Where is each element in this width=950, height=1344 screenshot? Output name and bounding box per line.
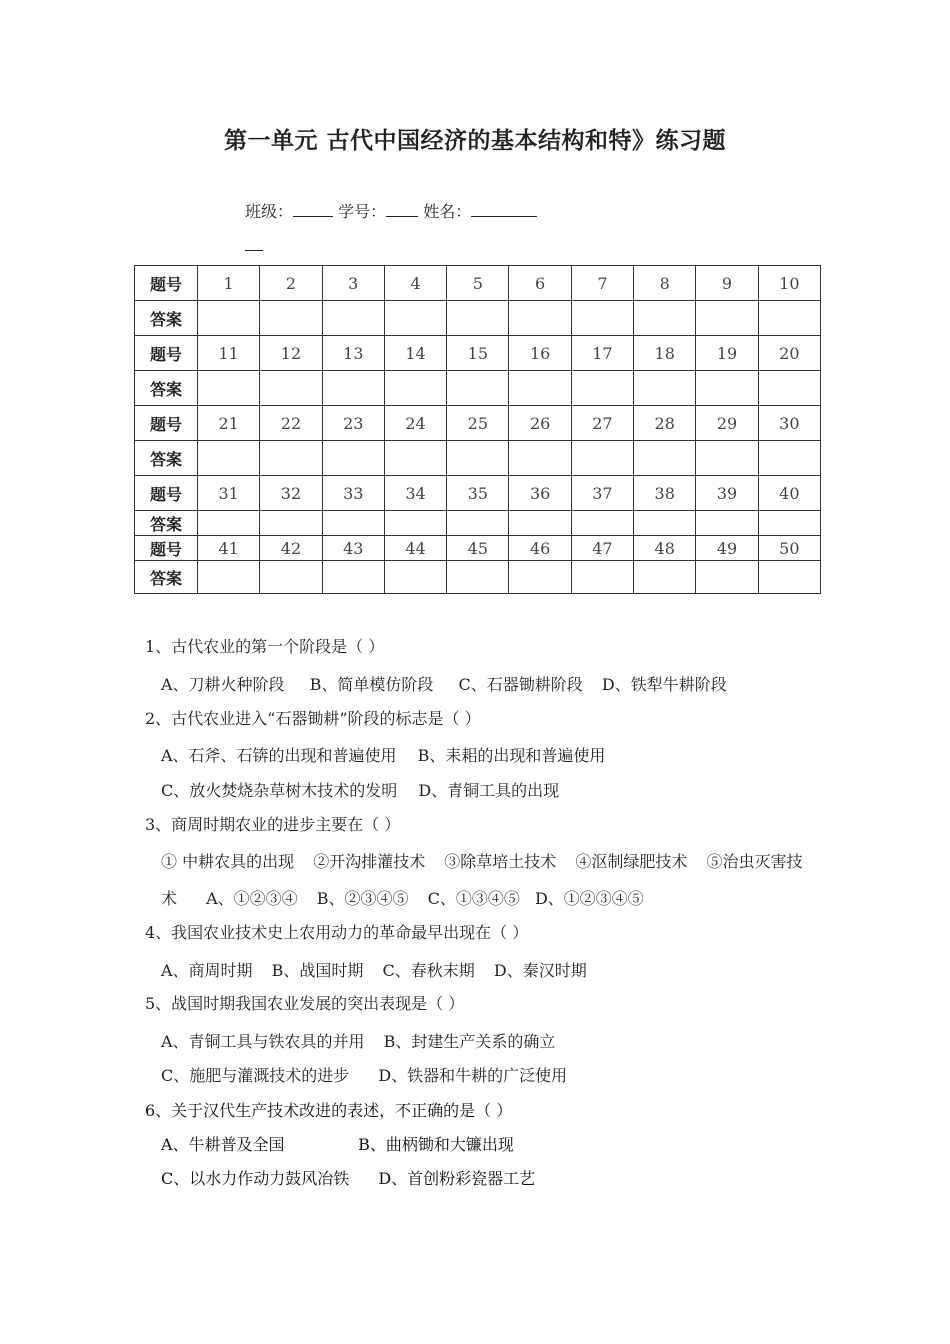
option-c: C、施肥与灌溉技术的进步 (161, 1066, 350, 1085)
question-number-cell: 44 (384, 536, 446, 561)
question-number-cell: 4 (384, 266, 446, 301)
option-d: D、首创粉彩瓷器工艺 (378, 1169, 536, 1188)
item-continued: 术 (161, 889, 178, 908)
page-title: 第一单元 古代中国经济的基本结构和特》练习题 (223, 127, 726, 154)
answer-cell[interactable] (509, 511, 571, 536)
answer-row (135, 511, 821, 536)
answer-cell[interactable] (260, 511, 322, 536)
question-number-cell: 8 (634, 266, 696, 301)
answer-cell[interactable] (322, 441, 384, 476)
question-number-cell: 3 (322, 266, 384, 301)
question-2-stem: 2、古代农业进入“石器锄耕”阶段的标志是（ ） (145, 709, 481, 728)
answer-cell[interactable] (634, 511, 696, 536)
question-number-cell: 36 (509, 476, 571, 511)
question-number-cell: 50 (758, 536, 820, 561)
question-6-options-row1 (161, 1132, 514, 1155)
option-b: B、曲柄锄和大镰出现 (358, 1135, 514, 1154)
answer-cell[interactable] (198, 561, 260, 594)
answer-cell[interactable] (260, 301, 322, 336)
question-number-cell: 35 (447, 476, 509, 511)
question-1-options (161, 672, 727, 695)
answer-cell[interactable] (634, 371, 696, 406)
answer-cell[interactable] (571, 511, 633, 536)
question-number-cell: 22 (260, 406, 322, 441)
name-label: 姓名： (423, 202, 472, 221)
answer-cell[interactable] (198, 371, 260, 406)
answer-row (135, 441, 821, 476)
question-number-cell: 42 (260, 536, 322, 561)
question-2-options-row2 (161, 778, 559, 801)
question-3-stem: 3、商周时期农业的进步主要在（ ） (145, 815, 401, 834)
option-b: B、②③④⑤ (316, 889, 409, 908)
question-6-options-row2 (161, 1166, 535, 1189)
item-3: ③除草培土技术 (444, 852, 557, 871)
number-row (135, 266, 821, 301)
answer-cell[interactable] (758, 301, 820, 336)
answer-row-header: 答案 (135, 511, 198, 536)
question-number-cell: 16 (509, 336, 571, 371)
question-3-items (161, 849, 803, 872)
answer-cell[interactable] (571, 441, 633, 476)
answer-cell[interactable] (447, 301, 509, 336)
answer-cell[interactable] (447, 561, 509, 594)
answer-row (135, 371, 821, 406)
option-c: C、①③④⑤ (427, 889, 520, 908)
answer-cell[interactable] (384, 371, 446, 406)
question-3-options (161, 886, 644, 909)
answer-cell[interactable] (447, 441, 509, 476)
question-number-cell: 13 (322, 336, 384, 371)
number-row-header: 题号 (135, 536, 198, 561)
question-number-cell: 41 (198, 536, 260, 561)
answer-cell[interactable] (384, 301, 446, 336)
answer-table (134, 265, 821, 594)
answer-cell[interactable] (384, 441, 446, 476)
student-id-label: 学号： (338, 202, 387, 221)
number-row-header: 题号 (135, 406, 198, 441)
answer-cell[interactable] (260, 441, 322, 476)
answer-cell[interactable] (571, 301, 633, 336)
question-5-stem: 5、战国时期我国农业发展的突出表现是（ ） (145, 994, 465, 1013)
answer-cell[interactable] (696, 441, 758, 476)
option-c: C、春秋末期 (382, 961, 475, 980)
answer-cell[interactable] (509, 371, 571, 406)
number-row (135, 536, 821, 561)
question-number-cell: 23 (322, 406, 384, 441)
answer-cell[interactable] (322, 301, 384, 336)
question-number-cell: 25 (447, 406, 509, 441)
item-5: ⑤治虫灭害技 (706, 852, 803, 871)
answer-cell[interactable] (758, 561, 820, 594)
question-number-cell: 31 (198, 476, 260, 511)
number-row-header: 题号 (135, 266, 198, 301)
question-5-options-row2 (161, 1063, 567, 1086)
question-5-options-row1 (161, 1029, 555, 1052)
answer-row (135, 301, 821, 336)
answer-cell[interactable] (571, 561, 633, 594)
question-number-cell: 19 (696, 336, 758, 371)
question-number-cell: 18 (634, 336, 696, 371)
answer-cell[interactable] (322, 371, 384, 406)
question-number-cell: 45 (447, 536, 509, 561)
question-number-cell: 38 (634, 476, 696, 511)
question-number-cell: 46 (509, 536, 571, 561)
answer-cell[interactable] (758, 511, 820, 536)
question-number-cell: 37 (571, 476, 633, 511)
answer-cell[interactable] (696, 371, 758, 406)
option-a: A、刀耕火种阶段 (161, 675, 285, 694)
question-number-cell: 15 (447, 336, 509, 371)
answer-cell[interactable] (509, 301, 571, 336)
answer-cell[interactable] (696, 561, 758, 594)
answer-cell[interactable] (322, 511, 384, 536)
answer-cell[interactable] (447, 511, 509, 536)
option-b: B、简单模仿阶段 (309, 675, 434, 694)
answer-cell[interactable] (634, 441, 696, 476)
answer-cell[interactable] (634, 301, 696, 336)
answer-row (135, 561, 821, 594)
option-d: D、秦汉时期 (493, 961, 587, 980)
question-number-cell: 2 (260, 266, 322, 301)
question-number-cell: 30 (758, 406, 820, 441)
question-number-cell: 10 (758, 266, 820, 301)
question-4-options (161, 958, 587, 981)
class-label: 班级： (245, 202, 294, 221)
option-a: A、牛耕普及全国 (161, 1135, 285, 1154)
answer-row-header: 答案 (135, 371, 198, 406)
question-number-cell: 5 (447, 266, 509, 301)
question-number-cell: 43 (322, 536, 384, 561)
answer-cell[interactable] (384, 561, 446, 594)
number-row (135, 406, 821, 441)
item-1: ① 中耕农具的出现 (161, 852, 295, 871)
answer-row-header: 答案 (135, 441, 198, 476)
option-c: C、放火焚烧杂草树木技术的发明 (161, 781, 398, 800)
question-number-cell: 20 (758, 336, 820, 371)
answer-cell[interactable] (198, 301, 260, 336)
question-number-cell: 32 (260, 476, 322, 511)
question-number-cell: 12 (260, 336, 322, 371)
option-c: C、以水力作动力鼓风冶铁 (161, 1169, 350, 1188)
question-number-cell: 49 (696, 536, 758, 561)
answer-cell[interactable] (198, 441, 260, 476)
number-row-header: 题号 (135, 336, 198, 371)
question-number-cell: 21 (198, 406, 260, 441)
question-number-cell: 28 (634, 406, 696, 441)
answer-cell[interactable] (198, 511, 260, 536)
option-d: D、①②③④⑤ (534, 889, 644, 908)
option-b: B、封建生产关系的确立 (383, 1032, 556, 1051)
question-number-cell: 40 (758, 476, 820, 511)
question-number-cell: 24 (384, 406, 446, 441)
answer-cell[interactable] (758, 441, 820, 476)
option-d: D、铁犁牛耕阶段 (601, 675, 727, 694)
name-blank (471, 200, 537, 217)
answer-row-header: 答案 (135, 301, 198, 336)
question-number-cell: 1 (198, 266, 260, 301)
answer-cell[interactable] (447, 371, 509, 406)
answer-cell[interactable] (696, 511, 758, 536)
question-number-cell: 47 (571, 536, 633, 561)
option-a: A、青铜工具与铁农具的并用 (161, 1032, 365, 1051)
question-number-cell: 9 (696, 266, 758, 301)
option-d: D、青铜工具的出现 (418, 781, 560, 800)
item-4: ④沤制绿肥技术 (575, 852, 688, 871)
question-number-cell: 7 (571, 266, 633, 301)
class-blank (293, 200, 333, 217)
question-6-stem: 6、关于汉代生产技术改进的表述，不正确的是（ ） (145, 1101, 513, 1120)
answer-cell[interactable] (634, 561, 696, 594)
option-d: D、铁器和牛耕的广泛使用 (378, 1066, 568, 1085)
question-number-cell: 11 (198, 336, 260, 371)
option-a: A、①②③④ (206, 889, 298, 908)
question-number-cell: 34 (384, 476, 446, 511)
answer-cell[interactable] (509, 561, 571, 594)
question-number-cell: 26 (509, 406, 571, 441)
question-2-options-row1 (161, 743, 605, 766)
option-b: B、战国时期 (271, 961, 364, 980)
question-number-cell: 17 (571, 336, 633, 371)
question-1-stem: 1、古代农业的第一个阶段是（ ） (145, 637, 385, 656)
answer-cell[interactable] (384, 511, 446, 536)
question-number-cell: 14 (384, 336, 446, 371)
answer-cell[interactable] (260, 371, 322, 406)
question-number-cell: 33 (322, 476, 384, 511)
question-number-cell: 29 (696, 406, 758, 441)
student-info-line (245, 200, 537, 222)
student-id-blank (386, 200, 418, 217)
item-2: ②开沟排灌技术 (313, 852, 426, 871)
option-a: A、石斧、石锛的出现和普遍使用 (161, 746, 397, 765)
answer-cell[interactable] (571, 371, 633, 406)
question-number-cell: 39 (696, 476, 758, 511)
answer-row-header: 答案 (135, 561, 198, 594)
option-c: C、石器锄耕阶段 (458, 675, 583, 694)
name-blank-continued (245, 234, 263, 255)
number-row (135, 336, 821, 371)
number-row (135, 476, 821, 511)
answer-cell[interactable] (758, 371, 820, 406)
option-b: B、耒耜的出现和普遍使用 (417, 746, 606, 765)
answer-cell[interactable] (696, 301, 758, 336)
answer-cell[interactable] (322, 561, 384, 594)
question-4-stem: 4、我国农业技术史上农用动力的革命最早出现在（ ） (145, 923, 529, 942)
question-number-cell: 6 (509, 266, 571, 301)
question-number-cell: 27 (571, 406, 633, 441)
answer-cell[interactable] (509, 441, 571, 476)
number-row-header: 题号 (135, 476, 198, 511)
question-number-cell: 48 (634, 536, 696, 561)
option-a: A、商周时期 (161, 961, 253, 980)
answer-cell[interactable] (260, 561, 322, 594)
